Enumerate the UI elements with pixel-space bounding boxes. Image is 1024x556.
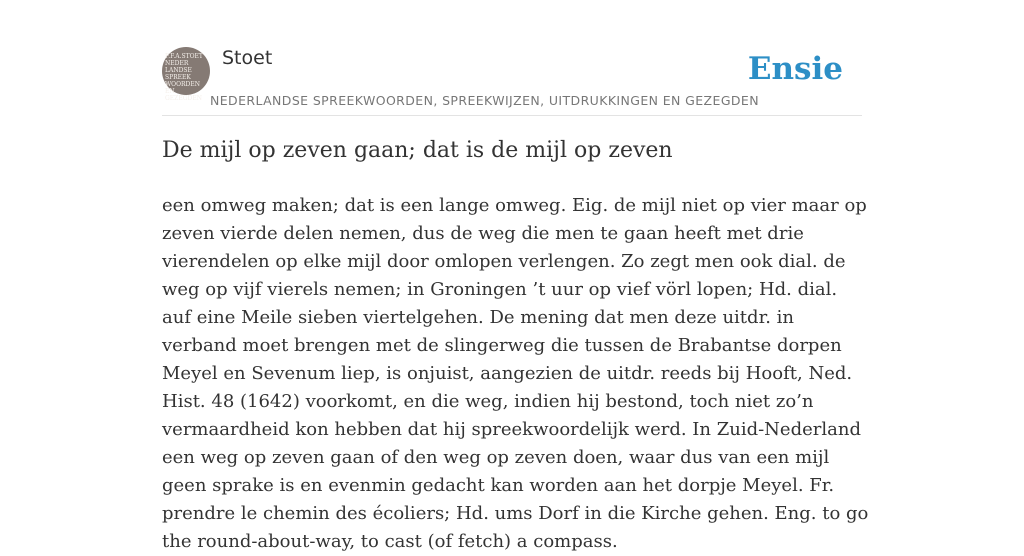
- author-avatar[interactable]: [162, 47, 210, 102]
- source-subtitle[interactable]: NEDERLANDSE SPREEKWOORDEN, SPREEKWIJZEN, UITDRUKKINGEN EN GEZEGDEN: [210, 93, 759, 108]
- avatar-book-cover-text: F.F.A.STOET NEDER LANDSE SPREEK WOORDEN EN GEZEGDEN: [165, 53, 203, 102]
- author-name[interactable]: Stoet: [222, 47, 273, 69]
- header: [162, 46, 862, 116]
- ensie-logo[interactable]: Ensie: [747, 51, 843, 87]
- entry-title: De mijl op zeven gaan; dat is de mijl op zeven: [162, 138, 673, 163]
- entry-body: een omweg maken; dat is een lange omweg. Eig. de mijl niet op vier maar op zeven vierde delen nemen, dus de weg die men te gaan heeft met drie vierendelen op elke mijl door omlopen verlengen. Zo zegt men ook dial. de weg op vijf vierels nemen; in Groningen ’t uur op vief vörl lopen; Hd. dial. auf eine Meile sieben viertelgehen. De mening dat men deze uitdr. in verband moet brengen met de slingerweg die tussen de Brabantse dorpen Meyel en Sevenum liep, is onjuist, aangezien de uitdr. reeds bij Hooft, Ned. Hist. 48 (1642) voorkomt, en die weg, indien hij bestond, toch niet zo’n vermaardheid kon hebben dat hij spreekwoordelijk werd. In Zuid-Nederland een weg op zeven gaan of den weg op zeven doen, waar dus van een mijl geen sprake is en evenmin gedacht kan worden aan het dorpje Meyel. Fr. prendre le chemin des écoliers; Hd. ums Dorf in die Kirche gehen. Eng. to go the round-about-way, to cast (of fetch) a compass.: [162, 195, 869, 552]
